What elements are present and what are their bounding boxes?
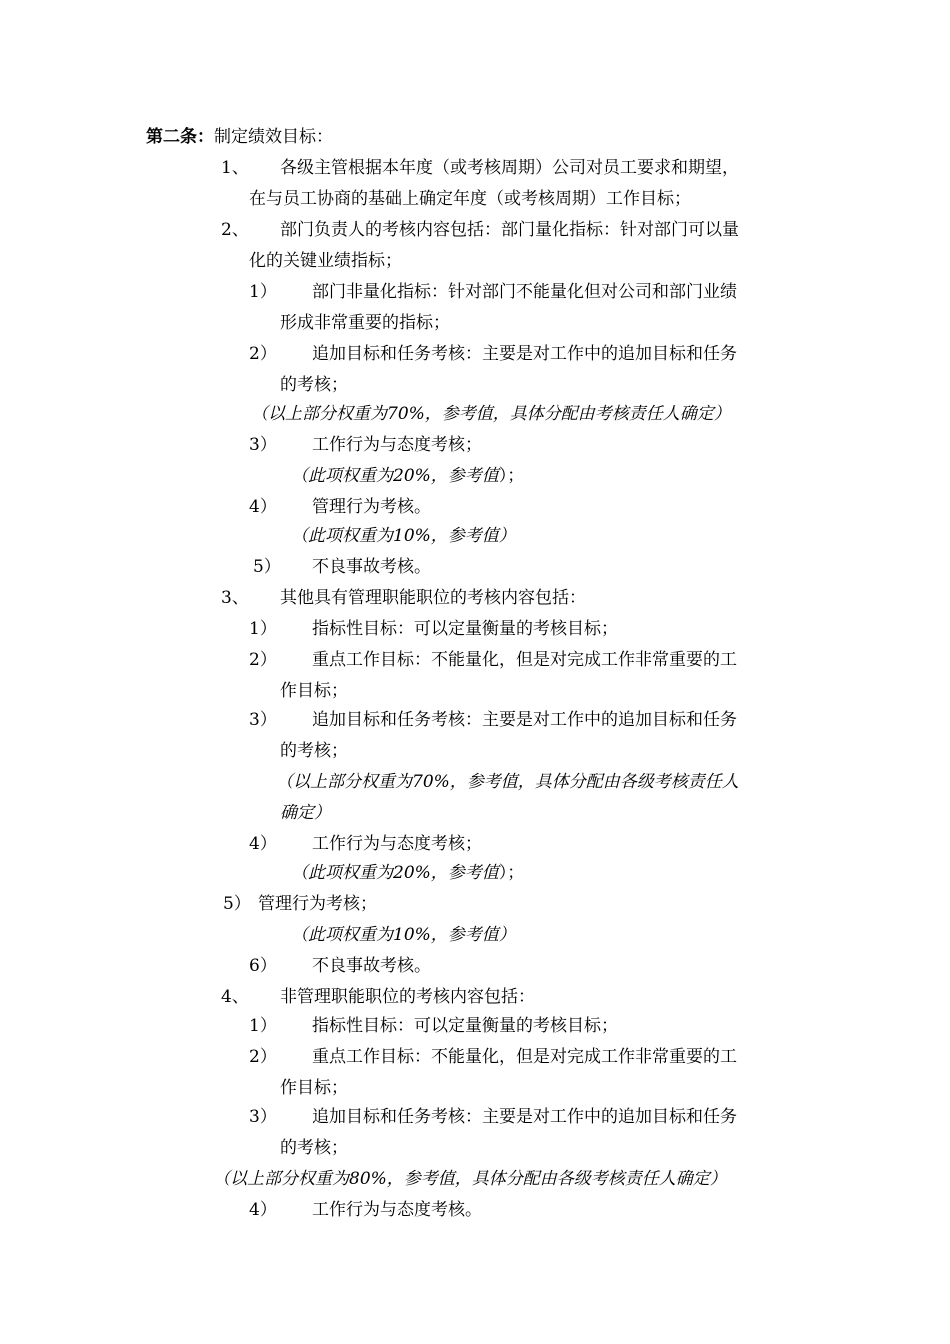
subitem-text-line: 追加目标和任务考核：主要是对工作中的追加目标和任务 <box>312 710 737 730</box>
item-text-line: 其他具有管理职能职位的考核内容包括： <box>280 588 586 608</box>
subitem-text-line: 的考核； <box>280 375 348 395</box>
subitem-text-line: 工作行为与态度考核； <box>312 435 482 455</box>
subitem-number: 3） <box>249 710 277 730</box>
item-text-line: 部门负责人的考核内容包括：部门量化指标：针对部门可以量 <box>280 220 739 240</box>
weight-note: 确定） <box>280 803 331 823</box>
subitem-text-line: 的考核； <box>280 1138 348 1158</box>
article-title: 制定绩效目标： <box>214 127 333 147</box>
subitem-text-line: 工作行为与态度考核； <box>312 834 482 854</box>
weight-note: （此项权重为10%，参考值） <box>291 925 516 945</box>
subitem-number: 1） <box>249 282 277 302</box>
subitem-number: 2） <box>249 344 277 364</box>
subitem-text-line: 追加目标和任务考核：主要是对工作中的追加目标和任务 <box>312 1107 737 1127</box>
subitem-text-line: 不良事故考核。 <box>312 956 431 976</box>
subitem-number: 4） <box>249 497 277 517</box>
item-text-line: 各级主管根据本年度（或考核周期）公司对员工要求和期望， <box>280 158 739 178</box>
subitem-text-line: 的考核； <box>280 741 348 761</box>
item-number: 4、 <box>221 987 249 1007</box>
subitem-number: 4） <box>249 1200 277 1220</box>
subitem-text-line: 工作行为与态度考核。 <box>312 1200 482 1220</box>
weight-note-tail: ）； <box>498 466 525 486</box>
item-text-line: 在与员工协商的基础上确定年度（或考核周期）工作目标； <box>249 189 691 209</box>
subitem-text-line: 部门非量化指标：针对部门不能量化但对公司和部门业绩 <box>312 282 737 302</box>
subitem-number: 5） <box>253 557 281 577</box>
item-number: 2、 <box>221 220 249 240</box>
subitem-number: 2） <box>249 650 277 670</box>
weight-note-line <box>291 465 524 487</box>
subitem-text-line: 不良事故考核。 <box>312 557 431 577</box>
subitem-number: 1） <box>249 619 277 639</box>
subitem-text-line: 管理行为考核。 <box>312 497 431 517</box>
subitem-text-line: 作目标； <box>280 681 348 701</box>
subitem-number: 4） <box>249 834 277 854</box>
weight-note: （此项权重为20%，参考值 <box>291 863 499 883</box>
subitem-number: 3） <box>249 435 277 455</box>
subitem-number: 2） <box>249 1047 277 1067</box>
subitem-text-line: 形成非常重要的指标； <box>280 313 450 333</box>
subitem-number: 6） <box>249 956 277 976</box>
weight-note: （以上部分权重为80%，参考值，具体分配由各级考核责任人确定） <box>213 1169 727 1189</box>
subitem-number: 5） <box>223 894 251 914</box>
subitem-text-line: 管理行为考核； <box>258 894 377 914</box>
weight-note-tail: ）； <box>498 863 525 883</box>
subitem-number: 3） <box>249 1107 277 1127</box>
item-text-line: 化的关键业绩指标； <box>249 251 402 271</box>
subitem-text-line: 重点工作目标：不能量化，但是对完成工作非常重要的工 <box>312 1047 737 1067</box>
subitem-text-line: 指标性目标：可以定量衡量的考核目标； <box>312 619 618 639</box>
article-heading-line <box>146 126 333 148</box>
item-number: 1、 <box>221 158 249 178</box>
article-number: 第二条： <box>146 127 214 147</box>
weight-note: （以上部分权重为70%，参考值，具体分配由各级考核责任人 <box>276 772 739 792</box>
weight-note-line <box>291 862 524 884</box>
subitem-text-line: 追加目标和任务考核：主要是对工作中的追加目标和任务 <box>312 344 737 364</box>
item-text-line: 非管理职能职位的考核内容包括： <box>280 987 535 1007</box>
item-number: 3、 <box>221 588 249 608</box>
subitem-number: 1） <box>249 1016 277 1036</box>
weight-note: （此项权重为10%，参考值） <box>291 526 516 546</box>
subitem-text-line: 作目标； <box>280 1078 348 1098</box>
weight-note: （以上部分权重为70%，参考值，具体分配由考核责任人确定） <box>251 404 731 424</box>
subitem-text-line: 指标性目标：可以定量衡量的考核目标； <box>312 1016 618 1036</box>
subitem-text-line: 重点工作目标：不能量化，但是对完成工作非常重要的工 <box>312 650 737 670</box>
weight-note: （此项权重为20%，参考值 <box>291 466 499 486</box>
